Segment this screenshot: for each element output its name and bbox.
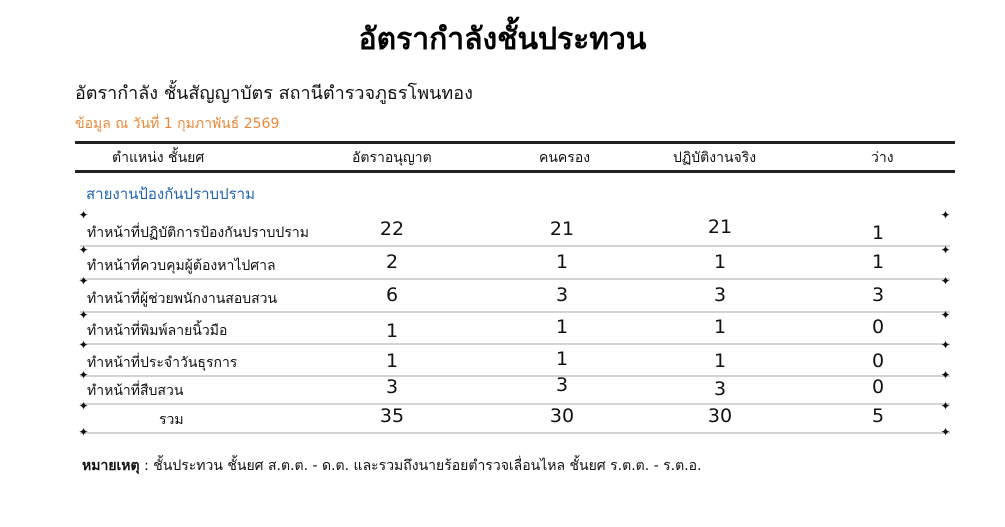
cell-actual: 1 [713, 350, 727, 372]
page-subtitle: อัตรากำลัง ชั้นสัญญาบัตร สถานีตำรวจภูธรโพนทอง [75, 83, 473, 104]
section-label: สายงานป้องกันปราบปราม [86, 185, 255, 203]
row-label: ทำหน้าที่ปฏิบัติการป้องกันปราบปราม [87, 225, 309, 241]
cell-actual: 3 [713, 378, 727, 400]
cell-quota: 6 [385, 284, 399, 306]
header-quota: อัตราอนุญาต [352, 150, 432, 166]
table-row [75, 215, 955, 247]
cell-vacant: 0 [871, 376, 885, 398]
cell-actual: 3 [713, 284, 727, 306]
cell-occupied: 30 [549, 405, 575, 427]
table-header-border [75, 170, 955, 173]
footnote-label: หมายเหตุ [82, 458, 140, 474]
cell-vacant: 1 [871, 222, 885, 244]
sparkle-star-icon: ✦ [940, 308, 951, 322]
footnote-text: : ชั้นประทวน ชั้นยศ ส.ต.ต. - ด.ต. และรวมถึงนายร้อยตำรวจเลื่อนไหล ชั้นยศ ร.ต.ต. - ร.ต.อ. [144, 458, 702, 474]
cell-vacant: 0 [871, 350, 885, 372]
cell-quota: 3 [385, 376, 399, 398]
cell-quota: 1 [385, 320, 399, 342]
row-label: ทำหน้าที่สืบสวน [87, 383, 184, 399]
page-title: อัตรากำลังชั้นประทวน [358, 22, 647, 57]
cell-occupied: 1 [555, 251, 569, 273]
sparkle-star-icon: ✦ [78, 274, 89, 288]
cell-occupied: 3 [555, 284, 569, 306]
cell-quota: 2 [385, 251, 399, 273]
table-total-row [75, 399, 955, 434]
cell-actual: 30 [707, 405, 733, 427]
table-row [75, 373, 955, 405]
sparkle-star-icon: ✦ [78, 425, 89, 439]
cell-vacant: 0 [871, 316, 885, 338]
sparkle-star-icon: ✦ [940, 399, 951, 413]
row-label: ทำหน้าที่พิมพ์ลายนิ้วมือ [87, 323, 228, 339]
footnote [82, 455, 702, 477]
cell-actual: 1 [713, 316, 727, 338]
cell-occupied: 21 [549, 218, 575, 240]
header-vacant: ว่าง [871, 150, 894, 166]
cell-vacant: 3 [871, 284, 885, 306]
sparkle-star-icon: ✦ [940, 208, 951, 222]
cell-occupied: 3 [555, 374, 569, 396]
sparkle-star-icon: ✦ [78, 338, 89, 352]
row-separator [80, 432, 950, 434]
sparkle-star-icon: ✦ [940, 338, 951, 352]
sparkle-star-icon: ✦ [78, 399, 89, 413]
sparkle-star-icon: ✦ [940, 274, 951, 288]
sparkle-star-icon: ✦ [78, 308, 89, 322]
table-row [75, 281, 955, 313]
header-actual: ปฏิบัติงานจริง [673, 150, 757, 166]
row-label: ทำหน้าที่ผู้ช่วยพนักงานสอบสวน [87, 291, 278, 307]
cell-quota: 35 [379, 405, 405, 427]
cell-quota: 22 [379, 218, 405, 240]
date-line: ข้อมูล ณ วันที่ 1 กุมภาพันธ์ 2569 [75, 116, 280, 132]
row-label: ทำหน้าที่ควบคุมผู้ต้องหาไปศาล [87, 258, 276, 274]
header-position: ตำแหน่ง ชั้นยศ [112, 150, 205, 166]
sparkle-star-icon: ✦ [940, 425, 951, 439]
sparkle-star-icon: ✦ [940, 368, 951, 382]
header-occupied: คนครอง [539, 150, 591, 166]
cell-actual: 1 [713, 251, 727, 273]
sparkle-star-icon: ✦ [940, 243, 951, 257]
sparkle-star-icon: ✦ [78, 368, 89, 382]
cell-occupied: 1 [555, 348, 569, 370]
cell-actual: 21 [707, 216, 733, 238]
row-separator [80, 245, 950, 247]
sparkle-star-icon: ✦ [78, 243, 89, 257]
table-row [75, 248, 955, 280]
cell-vacant: 5 [871, 405, 885, 427]
row-separator [80, 278, 950, 280]
table-row [75, 313, 955, 345]
total-label: รวม [159, 412, 184, 428]
cell-vacant: 1 [871, 251, 885, 273]
cell-occupied: 1 [555, 316, 569, 338]
sparkle-star-icon: ✦ [78, 208, 89, 222]
table-top-border [75, 141, 955, 144]
cell-quota: 1 [385, 350, 399, 372]
row-label: ทำหน้าที่ประจำวันธุรการ [87, 355, 238, 371]
